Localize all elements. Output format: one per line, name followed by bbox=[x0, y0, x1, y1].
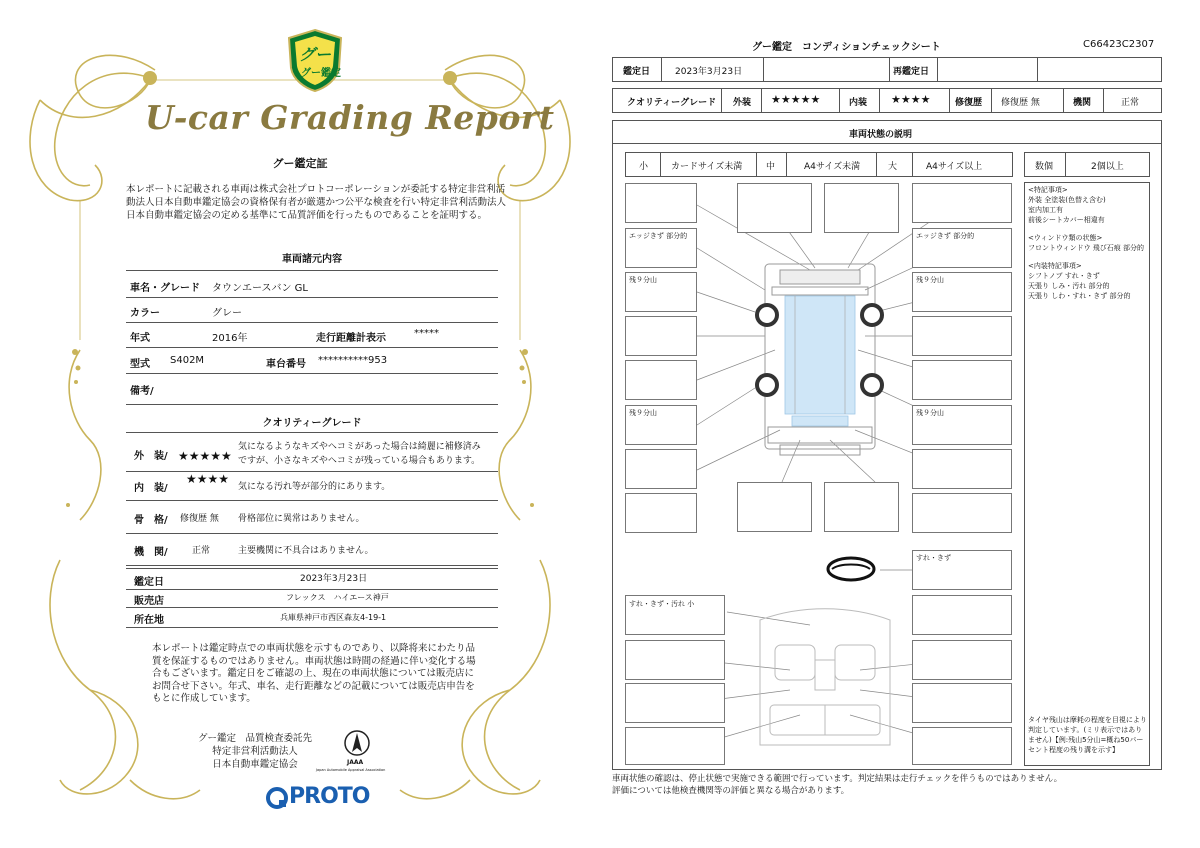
signature-line-3: 日本自動車鑑定協会 bbox=[212, 759, 298, 770]
note-steering: すれ・きず bbox=[916, 554, 951, 562]
engine-desc: 主要機関に不具合はありません。 bbox=[238, 546, 374, 556]
logo-text: グー鑑定 bbox=[301, 68, 341, 79]
address-row bbox=[126, 608, 498, 628]
note-edge-right: エッジきず 部分的 bbox=[916, 232, 975, 240]
inner-title: <内装特記事項> bbox=[1028, 262, 1082, 270]
year-row bbox=[126, 323, 498, 348]
size-mid-desc: A4サイズ未満 bbox=[804, 162, 861, 172]
detail-box-top-1 bbox=[737, 183, 812, 233]
note-tire-rl: 残９分山 bbox=[629, 409, 657, 417]
remarks-row bbox=[126, 374, 498, 405]
model-row bbox=[126, 348, 498, 374]
model-value: S402M bbox=[170, 355, 205, 366]
proto-mark-icon bbox=[265, 786, 289, 810]
steering-wheel-icon bbox=[828, 558, 874, 580]
year-label: 年式 bbox=[130, 333, 150, 344]
interior-box-l1 bbox=[625, 595, 725, 635]
inner-2: 天張り しみ・汚れ 部分的 bbox=[1028, 282, 1110, 290]
signature-line-2: 特定非営利活動法人 bbox=[212, 746, 298, 757]
detail-box-r5 bbox=[912, 360, 1012, 400]
color-value: グレー bbox=[212, 308, 242, 319]
note-tire-fr: 残９分山 bbox=[916, 276, 944, 284]
features-title: <特記事項> bbox=[1028, 186, 1068, 194]
int-stars: ★★★★ bbox=[891, 93, 931, 106]
detail-box-r8 bbox=[912, 493, 1012, 533]
engine-row bbox=[126, 534, 498, 566]
ext-stars: ★★★★★ bbox=[771, 93, 821, 106]
address-label: 所在地 bbox=[134, 615, 164, 626]
detail-box-r4 bbox=[912, 316, 1012, 356]
detail-box-r3 bbox=[912, 272, 1012, 312]
detail-box-r2 bbox=[912, 228, 1012, 268]
detail-box-l1 bbox=[625, 183, 697, 223]
detail-box-l3 bbox=[625, 272, 697, 312]
exterior-stars: ★★★★★ bbox=[178, 449, 232, 463]
explain-title: 車両状態の説明 bbox=[849, 130, 913, 140]
frame-desc: 骨格部位に異常はありません。 bbox=[238, 514, 365, 524]
report-script-title: U-car Grading Report bbox=[145, 98, 555, 137]
sheet-footer-2: 評価については他検査機関等の評価と異なる場合があります。 bbox=[612, 786, 850, 796]
engine-value: 正常 bbox=[192, 546, 211, 556]
interior-box-l4 bbox=[625, 727, 725, 765]
window-title: <ウィンドウ類の状態> bbox=[1028, 234, 1103, 242]
dealer-row bbox=[126, 589, 498, 608]
note-tire-fl: 残９分山 bbox=[629, 276, 657, 284]
frame-row bbox=[126, 501, 498, 534]
interior-box-r3 bbox=[912, 683, 1012, 723]
certificate-heading: グー鑑定証 bbox=[272, 157, 328, 170]
size-large: 大 bbox=[888, 162, 898, 172]
interior-box-r0 bbox=[912, 550, 1012, 590]
year-value: 2016年 bbox=[212, 333, 248, 344]
engine-label-sheet: 機関 bbox=[1073, 98, 1092, 108]
jaaa-logo bbox=[316, 730, 388, 780]
logo-mark: グー bbox=[299, 45, 332, 64]
interior-box-r2 bbox=[912, 640, 1012, 680]
date-label: 鑑定日 bbox=[134, 577, 164, 588]
detail-box-l7 bbox=[625, 449, 697, 489]
exterior-desc-2: ですが、小さなキズやヘコミが残っている場合もあります。 bbox=[238, 456, 481, 466]
detail-box-bottom-1 bbox=[737, 482, 812, 532]
size-mid: 中 bbox=[766, 162, 776, 172]
color-row bbox=[126, 297, 498, 323]
date-row bbox=[126, 568, 498, 590]
jaaa-text: JAAA bbox=[347, 759, 364, 766]
exterior-label: 外 装/ bbox=[134, 451, 168, 462]
note-interior: すれ・きず・汚れ 小 bbox=[629, 600, 695, 608]
sheet-footer-1: 車両状態の確認は、停止状態で実施できる範囲で行っています。判定結果は走行チェックを伴うものではありません。 bbox=[612, 774, 1063, 784]
detail-box-l2 bbox=[625, 228, 697, 268]
detail-box-l5 bbox=[625, 360, 697, 400]
inner-1: シフトノブ すれ・きず bbox=[1028, 272, 1100, 280]
detail-box-r1 bbox=[912, 183, 1012, 223]
window-1: フロントウィンドウ 飛び石痕 部分的 bbox=[1028, 244, 1145, 252]
interior-row bbox=[126, 471, 498, 501]
odometer-value: ***** bbox=[414, 328, 439, 339]
inner-3: 天張り しわ・すれ・きず 部分的 bbox=[1028, 292, 1131, 300]
detail-box-l8 bbox=[625, 493, 697, 533]
features-3: 前後シートカバー相違有 bbox=[1028, 216, 1105, 224]
note-tire-rr: 残９分山 bbox=[916, 409, 944, 417]
remarks-label: 備考/ bbox=[130, 386, 154, 397]
jaaa-emblem-icon bbox=[342, 730, 372, 756]
grade-section-title: クオリティーグレード bbox=[262, 418, 362, 429]
sheet-title: グー鑑定 コンディションチェックシート bbox=[752, 42, 941, 53]
count-label: 数個 bbox=[1035, 162, 1054, 172]
interior-box-l3 bbox=[625, 683, 725, 723]
date-value: 2023年3月23日 bbox=[300, 574, 368, 584]
quality-label: クオリティーグレード bbox=[627, 98, 717, 108]
interior-label: 内 装/ bbox=[134, 483, 168, 494]
frame-label: 骨 格/ bbox=[134, 515, 168, 526]
certificate-disclaimer: 本レポートは鑑定時点での車両状態を示すものであり、以降将来にわたり品質を保証するものではありません。車両状態は時間の経過に伴い変化する場合もございます。鑑定日をご確認の上、現在の車両状態については販売店にお問合せ下さい。年式、車名、走行距離などの記載については販売店申告をもとに作成しています。 bbox=[152, 643, 476, 704]
sheet-date-label: 鑑定日 bbox=[623, 67, 651, 77]
detail-box-top-2 bbox=[824, 183, 899, 233]
address-value: 兵庫県神戸市西区森友4-19-1 bbox=[280, 613, 387, 622]
odometer-label: 走行距離計表示 bbox=[316, 333, 386, 344]
engine-label: 機 関/ bbox=[134, 547, 168, 558]
model-label: 型式 bbox=[130, 359, 150, 370]
sheet-code: C66423C2307 bbox=[1083, 39, 1155, 50]
interior-stars: ★★★★ bbox=[186, 472, 230, 486]
spec-section-title: 車両諸元内容 bbox=[282, 254, 342, 265]
repair-value: 修復歴 無 bbox=[1001, 98, 1040, 108]
detail-box-bottom-2 bbox=[824, 482, 899, 532]
name-label: 車名・グレード bbox=[130, 283, 200, 294]
name-value: タウンエースバン GL bbox=[212, 283, 308, 294]
detail-box-r7 bbox=[912, 449, 1012, 489]
repair-label: 修復歴 bbox=[955, 98, 983, 108]
certificate-intro: 本レポートに記載される車両は株式会社プロトコーポレーションが委託する特定非営利活動法人日本自動車鑑定協会の資格保有者が厳選かつ公平な検査を行い特定非営利活動法人日本自動車鑑定協会の定める基準にて品質評価を行ったものであることを証明する。 bbox=[126, 184, 507, 221]
color-label: カラー bbox=[130, 308, 160, 319]
exterior-row bbox=[126, 432, 498, 472]
detail-box-r6 bbox=[912, 405, 1012, 445]
detail-box-l4 bbox=[625, 316, 697, 356]
jaaa-subtext: Japan Automobile Appraisal Association bbox=[316, 768, 386, 772]
note-edge-left: エッジきず 部分的 bbox=[629, 232, 688, 240]
int-label: 内装 bbox=[849, 98, 868, 108]
features-2: 室内加工有 bbox=[1028, 206, 1063, 214]
exterior-desc-1: 気になるようなキズやヘコミがあった場合は綺麗に補修済み bbox=[238, 442, 481, 452]
sheet-date-value: 2023年3月23日 bbox=[675, 67, 743, 77]
chassis-value: **********953 bbox=[318, 355, 388, 366]
ext-label: 外装 bbox=[733, 98, 752, 108]
frame-value: 修復歴 無 bbox=[180, 514, 219, 524]
chassis-label: 車台番号 bbox=[266, 359, 306, 370]
size-large-desc: A4サイズ以上 bbox=[926, 162, 983, 172]
engine-value-sheet: 正常 bbox=[1121, 98, 1140, 108]
name-grade-row bbox=[126, 270, 498, 298]
count-value: 2個以上 bbox=[1091, 162, 1124, 172]
interior-box-l2 bbox=[625, 640, 725, 680]
features-1: 外装 全塗装(色替え含む) bbox=[1028, 196, 1106, 204]
tire-note: タイヤ残山は摩耗の程度を目視により判定しています。(ミリ表示ではありません)【例:残山5分山=概ね50パーセント程度の残り溝を示す】 bbox=[1028, 716, 1147, 754]
condition-check-sheet bbox=[600, 0, 1200, 848]
size-small: 小 bbox=[639, 162, 649, 172]
detail-box-l6 bbox=[625, 405, 697, 445]
proto-text: PROTO bbox=[289, 784, 370, 809]
interior-desc: 気になる汚れ等が部分的にあります。 bbox=[238, 482, 391, 492]
size-small-desc: カードサイズ未満 bbox=[671, 162, 743, 172]
redate-label: 再鑑定日 bbox=[893, 67, 930, 77]
dealer-value: フレックス ハイエース神戸 bbox=[286, 593, 389, 602]
interior-box-r1 bbox=[912, 595, 1012, 635]
dealer-label: 販売店 bbox=[134, 596, 164, 607]
signature-line-1: グー鑑定 品質検査委託先 bbox=[197, 733, 312, 744]
interior-box-r4 bbox=[912, 727, 1012, 765]
goo-kantei-logo bbox=[285, 28, 345, 92]
